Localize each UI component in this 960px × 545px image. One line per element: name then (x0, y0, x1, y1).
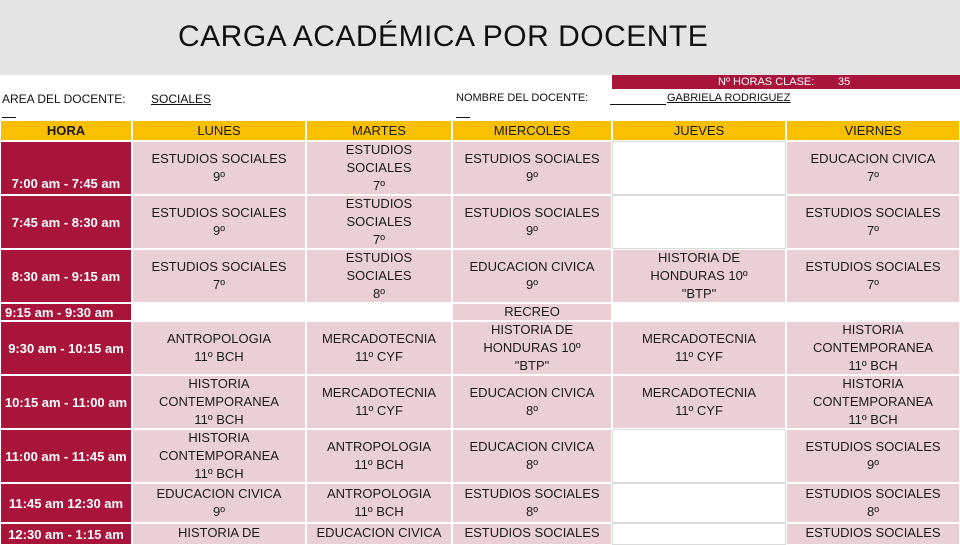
viernes-class (786, 483, 960, 523)
jueves-class (612, 375, 786, 429)
jueves-class (612, 141, 786, 195)
martes-class (306, 483, 452, 523)
lunes-class (132, 321, 306, 375)
recreo-blank (786, 303, 960, 321)
viernes-class-text: HISTORIA CONTEMPORANEA 11º BCH (813, 376, 933, 427)
martes-class (306, 141, 452, 195)
jueves-class (612, 249, 786, 303)
jueves-class-text: MERCADOTECNIA 11º CYF (641, 385, 757, 418)
time-slot-text: 10:15 am - 11:00 am (4, 394, 128, 410)
lunes-class (132, 523, 306, 545)
jueves-class-text (613, 430, 785, 482)
docente-value: GABRIELA RODRIGUEZ (667, 92, 791, 104)
lunes-class-text: ESTUDIOS SOCIALES 9º (151, 151, 287, 184)
martes-class-text: MERCADOTECNIA 11º CYF (321, 331, 437, 364)
header-lunes-text: LUNES (197, 122, 241, 138)
time-slot (0, 375, 132, 429)
martes-class (306, 375, 452, 429)
miercoles-class-text: EDUCACION CIVICA 9º (469, 259, 595, 292)
miercoles-class-text: RECREO (504, 304, 560, 319)
viernes-class-text: EDUCACION CIVICA 7º (810, 151, 936, 184)
lunes-class (132, 429, 306, 483)
header-jueves (612, 120, 786, 141)
miercoles-class (452, 249, 612, 303)
time-slot (0, 429, 132, 483)
time-slot-text: 7:45 am - 8:30 am (11, 214, 121, 230)
miercoles-class (452, 195, 612, 249)
time-slot-text: 11:45 am 12:30 am (8, 495, 124, 511)
miercoles-class (452, 141, 612, 195)
header-jueves-text: JUEVES (673, 122, 725, 138)
jueves-class (612, 195, 786, 249)
jueves-class-text: HISTORIA DE HONDURAS 10º "BTP" (650, 250, 748, 301)
time-slot (0, 303, 132, 321)
martes-class-text: MERCADOTECNIA 11º CYF (321, 385, 437, 418)
lunes-class-text: EDUCACION CIVICA 9º (156, 486, 282, 519)
lunes-class-text: HISTORIA DE (177, 525, 261, 540)
time-slot (0, 249, 132, 303)
time-slot-text: 9:30 am - 10:15 am (8, 340, 124, 356)
miercoles-class-text: ESTUDIOS SOCIALES 9º (464, 205, 600, 238)
miercoles-class (452, 429, 612, 483)
viernes-class-text: ESTUDIOS SOCIALES 9º (805, 439, 941, 472)
viernes-class (786, 321, 960, 375)
header-miercoles (452, 120, 612, 141)
lunes-class (132, 195, 306, 249)
miercoles-class-text: EDUCACION CIVICA 8º (469, 439, 595, 472)
lunes-class-text: ESTUDIOS SOCIALES 9º (151, 205, 287, 238)
recreo-blank (612, 303, 786, 321)
martes-class (306, 249, 452, 303)
viernes-class (786, 429, 960, 483)
miercoles-class-text: EDUCACION CIVICA 8º (469, 385, 595, 418)
martes-class-text: ESTUDIOS SOCIALES 7º (345, 142, 413, 193)
jueves-class (612, 321, 786, 375)
miercoles-class (452, 523, 612, 545)
lunes-class-text: HISTORIA CONTEMPORANEA 11º BCH (159, 430, 279, 481)
lunes-class (132, 249, 306, 303)
lunes-class-text: HISTORIA CONTEMPORANEA 11º BCH (159, 376, 279, 427)
jueves-class (612, 429, 786, 483)
viernes-class (786, 195, 960, 249)
viernes-class (786, 375, 960, 429)
miercoles-class (452, 303, 612, 321)
docente-label: NOMBRE DEL DOCENTE: (456, 92, 589, 104)
lunes-class-text: ANTROPOLOGIA 11º BCH (166, 331, 272, 364)
jueves-class (612, 523, 786, 545)
jueves-class-text (613, 196, 785, 248)
miercoles-class-text: ESTUDIOS SOCIALES (464, 525, 600, 540)
header-hora-text: HORA (46, 122, 86, 138)
header-lunes (132, 120, 306, 141)
lunes-class-text: ESTUDIOS SOCIALES 7º (151, 259, 287, 292)
miercoles-class (452, 321, 612, 375)
martes-class (306, 429, 452, 483)
martes-class-text: ESTUDIOS SOCIALES 7º (345, 196, 413, 247)
viernes-class (786, 249, 960, 303)
header-viernes (786, 120, 960, 141)
recreo-blank (306, 303, 452, 321)
martes-class-text: ANTROPOLOGIA 11º BCH (326, 439, 432, 472)
time-slot-text: 9:15 am - 9:30 am (5, 304, 114, 320)
jueves-class-text: MERCADOTECNIA 11º CYF (641, 331, 757, 364)
martes-class-text: ANTROPOLOGIA 11º BCH (326, 486, 432, 519)
miercoles-class (452, 375, 612, 429)
page-title: CARGA ACADÉMICA POR DOCENTE (178, 20, 709, 53)
time-slot (0, 141, 132, 195)
horas-clase-value: 35 (838, 76, 851, 88)
area-value: SOCIALES (151, 92, 212, 106)
jueves-class-text (613, 484, 785, 522)
jueves-class (612, 483, 786, 523)
time-slot-text: 8:30 am - 9:15 am (11, 268, 121, 284)
lunes-class (132, 141, 306, 195)
jueves-class-text (613, 142, 785, 194)
time-slot (0, 483, 132, 523)
viernes-class-text: HISTORIA CONTEMPORANEA 11º BCH (813, 322, 933, 373)
viernes-class-text: ESTUDIOS SOCIALES 7º (805, 259, 941, 292)
martes-class-text: EDUCACION CIVICA (316, 525, 442, 540)
jueves-class-text (613, 524, 785, 544)
martes-class (306, 321, 452, 375)
divider (2, 117, 16, 118)
viernes-class-text: ESTUDIOS SOCIALES 7º (805, 205, 941, 238)
martes-class (306, 523, 452, 545)
header-martes-text: MARTES (352, 122, 406, 138)
time-slot-text: 11:00 am - 11:45 am (5, 448, 127, 464)
header-viernes-text: VIERNES (844, 122, 902, 138)
header-martes (306, 120, 452, 141)
divider (456, 117, 470, 118)
miercoles-class-text: ESTUDIOS SOCIALES 8º (464, 486, 600, 519)
miercoles-class-text: ESTUDIOS SOCIALES 9º (464, 151, 600, 184)
lunes-class (132, 375, 306, 429)
horas-clase-label: Nº HORAS CLASE: (718, 76, 815, 88)
header-hora (0, 120, 132, 141)
miercoles-class-text: HISTORIA DE HONDURAS 10º "BTP" (483, 322, 581, 373)
viernes-class (786, 523, 960, 545)
viernes-class (786, 141, 960, 195)
time-slot (0, 321, 132, 375)
lunes-class (132, 483, 306, 523)
time-slot (0, 523, 132, 545)
header-miercoles-text: MIERCOLES (493, 122, 571, 138)
miercoles-class (452, 483, 612, 523)
time-slot (0, 195, 132, 249)
time-slot-text: 7:00 am - 7:45 am (11, 176, 121, 191)
viernes-class-text: ESTUDIOS SOCIALES (805, 525, 941, 540)
viernes-class-text: ESTUDIOS SOCIALES 8º (805, 486, 941, 519)
divider (610, 104, 666, 105)
martes-class-text: ESTUDIOS SOCIALES 8º (345, 250, 413, 301)
recreo-blank (132, 303, 306, 321)
area-label: AREA DEL DOCENTE: (2, 92, 126, 106)
time-slot-text: 12:30 am - 1:15 am (8, 526, 124, 542)
martes-class (306, 195, 452, 249)
